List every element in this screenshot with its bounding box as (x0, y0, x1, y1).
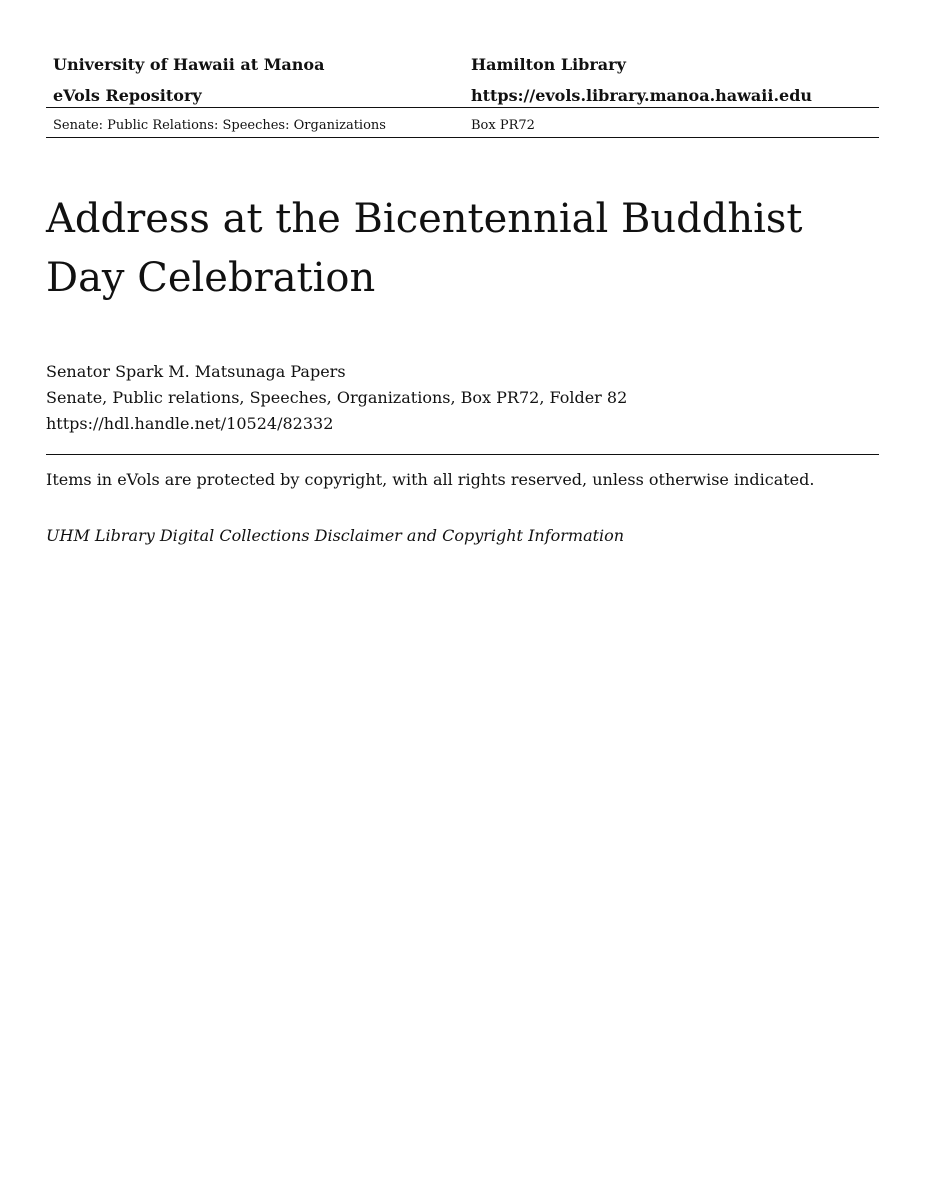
library-url-link[interactable]: https://evols.library.manoa.hawaii.edu (471, 86, 813, 105)
document-title: Address at the Bicentennial Buddhist Day Celebration (46, 196, 803, 301)
disclaimer-link[interactable]: UHM Library Digital Collections Disclaimer and Copyright Information (46, 526, 625, 545)
header-rule-bottom (46, 137, 879, 138)
content-rule (46, 454, 879, 455)
collection-name: Senator Spark M. Matsunaga Papers (46, 362, 346, 381)
folder-location: Senate, Public relations, Speeches, Organizations, Box PR72, Folder 82 (46, 388, 628, 407)
series-path: Senate: Public Relations: Speeches: Organizations (53, 118, 386, 133)
header-rule-top (46, 107, 879, 108)
rights-statement: Items in eVols are protected by copyright, with all rights reserved, unless otherwise indicated. (46, 470, 815, 489)
institution-name: University of Hawaii at Manoa (53, 55, 325, 74)
box-label: Box PR72 (471, 118, 535, 133)
library-name: Hamilton Library (471, 55, 626, 74)
repository-name: eVols Repository (53, 86, 202, 105)
handle-link[interactable]: https://hdl.handle.net/10524/82332 (46, 414, 334, 433)
